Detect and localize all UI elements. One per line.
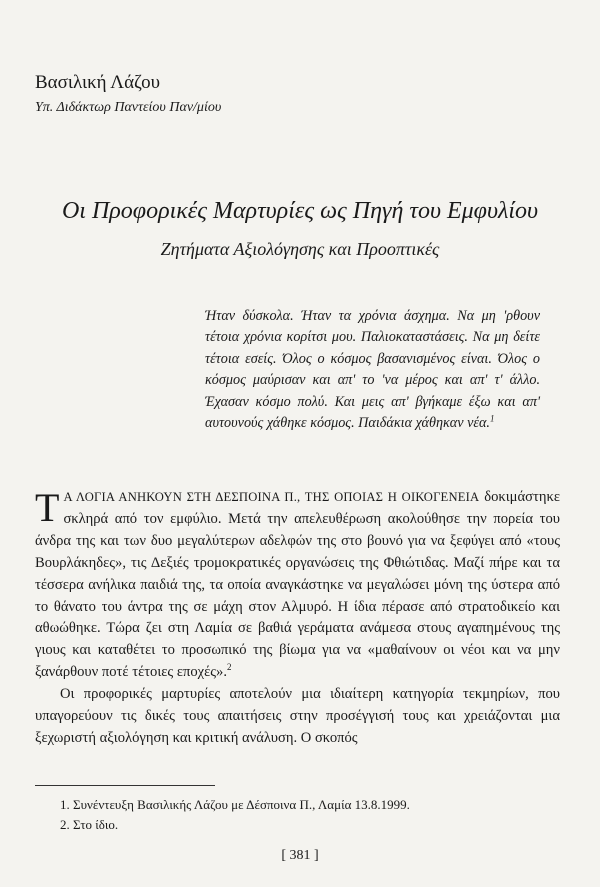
author-name: Βασιλική Λάζου [35, 72, 161, 93]
article-subtitle: Ζητήματα Αξιολόγησης και Προοπτικές [160, 239, 440, 259]
footnote-1: 1. Συνέντευξη Βασιλικής Λάζου με Δέσποινα Π., Λαμία 13.8.1999. [60, 797, 410, 812]
paragraph-1 [35, 487, 560, 684]
body-text [35, 487, 560, 750]
epigraph [205, 306, 540, 434]
paragraph-2: Οι προφορικές μαρτυρίες αποτελούν μια ιδιαίτερη κατηγορία τεκμηρίων, που υπαγορεύουν τις δικές τους απαιτήσεις στην προσέγγισή τους και χρειάζονται μια ξεχωριστή αξιολόγηση και κριτική ανάλυση. Ο σκοπός [35, 686, 560, 746]
footnotes [60, 795, 410, 835]
author-affiliation: Υπ. Διδάκτωρ Παντείου Παν/μίου [35, 100, 222, 115]
drop-cap: Τ [35, 485, 60, 530]
lead-in-caps: Α ΛΟΓΙΑ ΑΝΗΚΟΥΝ ΣΤΗ ΔΕΣΠΟΙΝΑ Π., ΤΗΣ ΟΠΟΙΑΣ Η ΟΙΚΟΓΕΝΕΙΑ [63, 490, 480, 504]
page-number: [ 381 ] [281, 848, 319, 863]
footnote-ref-1: 1 [489, 413, 495, 424]
epigraph-text: Ήταν δύσκολα. Ήταν τα χρόνια άσχημα. Να μη 'ρθουν τέτοια χρόνια κορίτσι μου. Παλιοκαταστάσεις. Να μη δείτε τέτοια εσείς. Όλος ο κόσμος βασανισμένος είναι. Όλος ο κόσμος μαύρισαν και απ' το 'να μέρος και απ' τ' άλλο. Έχασαν κόσμο πολύ. Και μεις απ' βγήκαμε έξω και απ' αυτουνούς χάθηκε κόσμος. Παιδάκια χάθηκαν νέα. [205, 308, 540, 432]
article-title: Οι Προφορικές Μαρτυρίες ως Πηγή του Εμφυλίου [61, 198, 539, 224]
footnote-2: 2. Στο ίδιο. [60, 817, 119, 832]
paragraph-1-text: δοκιμάστηκε σκληρά από τον εμφύλιο. Μετά την απελευθέρωση ακολούθησε την πορεία του άνδρα της και των δυο μεγαλύτερων αδελφών της στο βουνό για να ξεφύγει από «τους Βουρλάκηδες», τις Δεξιές τρομοκρατικές οργανώσεις της Φθιώτιδας. Μαζί πήρε και τα τέσσερα ανήλικα παιδιά της, τα οποία αναγκάστηκε να μεγαλώσει μόνη της ύστερα από το θάνατο του άντρα της σε μάχη στον Αλμυρό. Η ίδια πέρασε από στρατοδικείο και αθωώθηκε. Τώρα ζει στη Λαμία σε βαθιά γεράματα ανάμεσα στους αγαπημένους της γιους και καταθέτει το προσωπικό της βίωμα για να «μαθαίνουν οι νέοι και να μην ξανάρθουν ποτέ τέτοιες εποχές». [35, 489, 560, 681]
footnote-divider [35, 785, 215, 786]
footnote-ref-2: 2 [226, 662, 232, 673]
